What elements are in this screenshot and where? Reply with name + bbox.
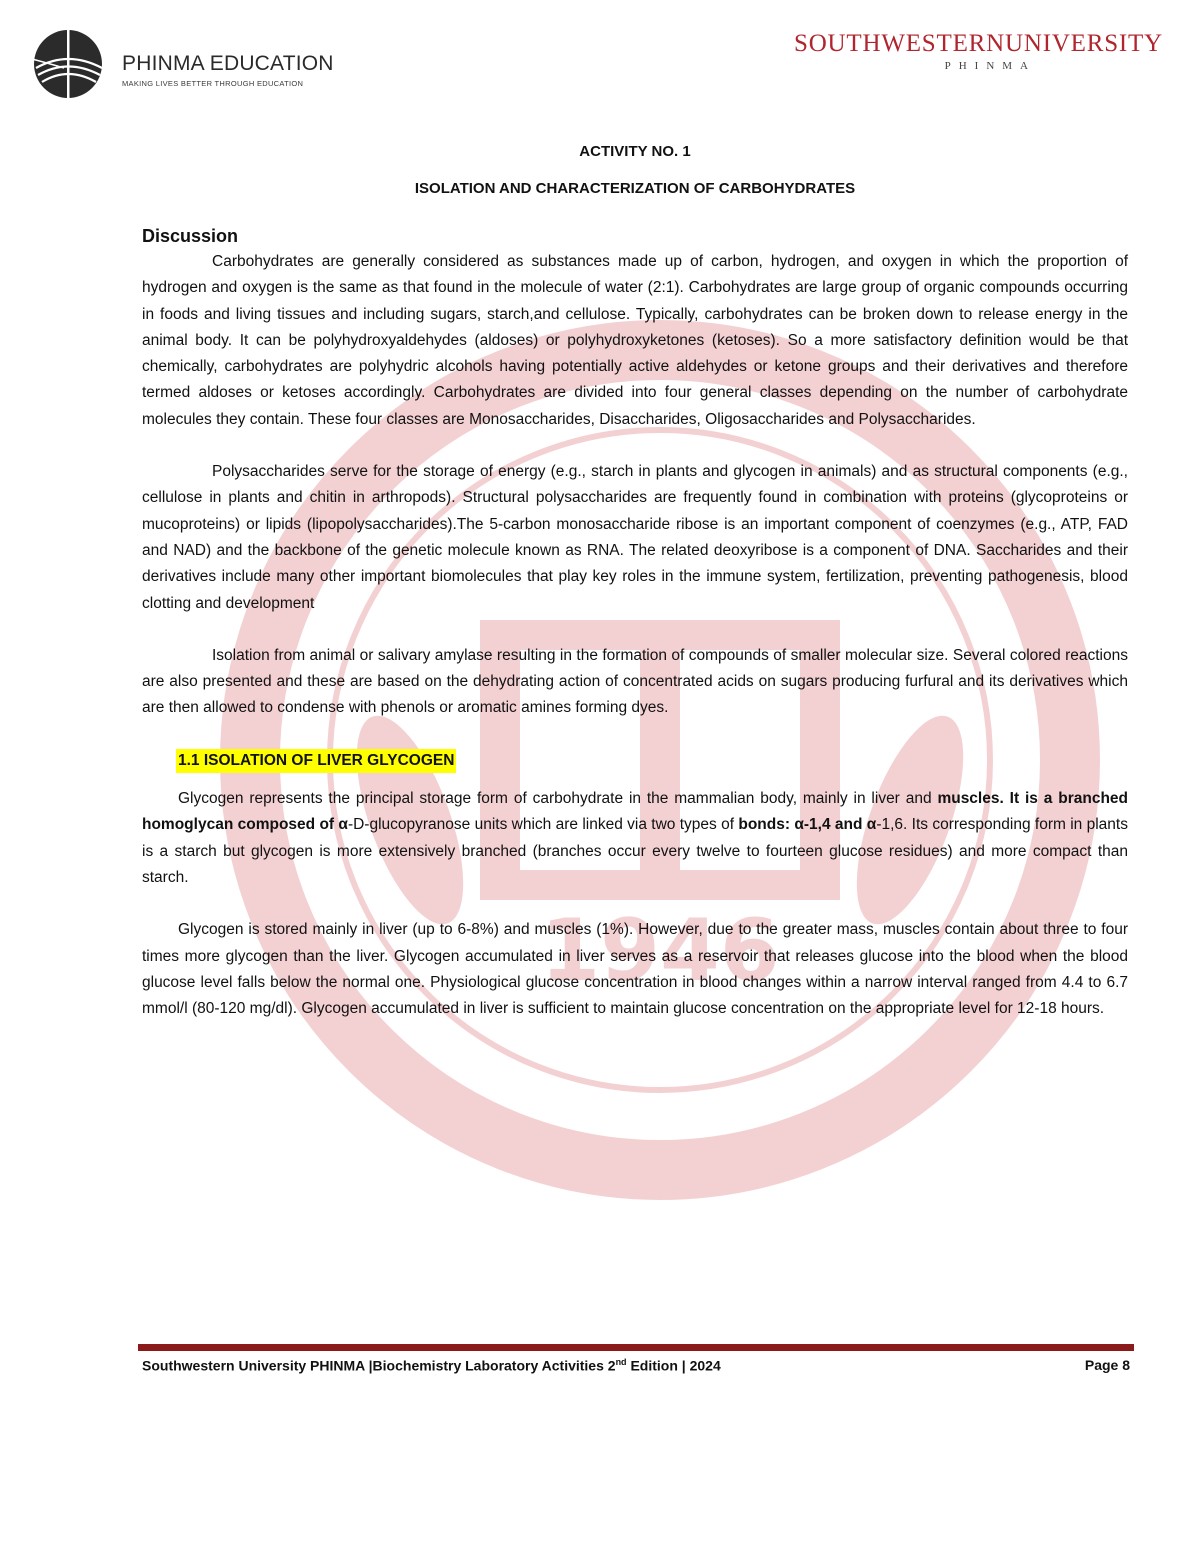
discussion-heading: Discussion (142, 226, 239, 246)
southwestern-university-logo (794, 30, 1163, 80)
footer-citation-a: Southwestern University PHINMA |Biochemistry Laboratory Activities 2 (142, 1357, 616, 1374)
phinma-education-logo (24, 28, 334, 100)
footer-rule (138, 1344, 1134, 1351)
footer-citation (142, 1357, 721, 1374)
southwestern-university-name: SOUTHWESTERNUNIVERSITY (794, 30, 1163, 57)
discussion-paragraph-3: Isolation from animal or salivary amylase resulting in the formation of compounds of smaller molecular size. Several colored reactions are also presented and these are based on the dehydrating action of concentrated acids on sugars producing furfural and its derivatives which are then allowed to condense with phenols or aromatic amines forming dyes. (142, 646, 1128, 717)
phinma-education-tagline: MAKING LIVES BETTER THROUGH EDUCATION (122, 79, 304, 88)
footer-edition-sup: nd (615, 1357, 627, 1367)
glycogen-p1-bold-a: muscles. It is a branched homoglycan composed of α (142, 790, 1128, 834)
southwestern-university-sub: PHINMA (944, 60, 1036, 72)
glycogen-p1-bold-b: bonds: α-1,4 and α (738, 816, 877, 834)
activity-title: ACTIVITY NO. 1 (579, 143, 691, 160)
glycogen-p1-text-c: -1,6. Its corresponding form in plants is a starch but glycogen is more extensively branched (branches occur every twelve to fourteen glucose residues) and more compact than starch. (142, 816, 1128, 886)
glycogen-paragraph-1 (142, 786, 1128, 891)
section-heading-row (142, 748, 1128, 774)
phinma-globe-icon (24, 28, 116, 100)
discussion-paragraph-2: Polysaccharides serve for the storage of energy (e.g., starch in plants and glycogen in animals) and as structural components (e.g., cellulose in plants and chitin in arthropods). Structural polysaccharides are frequently found in combination with proteins (glycoproteins or mucoproteins) or lipids (lipopolysaccharides).The 5-carbon monosaccharide ribose is an important component of coenzymes (e.g., ATP, FAD and NAD) and the backbone of the genetic molecule known as RNA. The related deoxyribose is a component of DNA. Saccharides and their derivatives include many other important biomolecules that play key roles in the immune system, fertilization, preventing pathogenesis, blood clotting and development (142, 463, 1128, 612)
seal-year: 1946 (540, 901, 780, 1001)
page-header (0, 0, 1200, 110)
glycogen-paragraph-2: Glycogen is stored mainly in liver (up to 6-8%) and muscles (1%). However, due to the greater mass, muscles contain about three to four times more glycogen than the liver. Glycogen accumulated in liver serves as a reservoir that releases glucose into the blood when the blood glucose level falls below the normal one. Physiological glucose concentration in blood changes within a narrow interval ranged from 4.4 to 6.7 mmol/l (80-120 mg/dl). Glycogen accumulated in liver is sufficient to maintain glucose concentration on the appropriate level for 12-18 hours. (142, 921, 1128, 1018)
page-number: Page 8 (1084, 1357, 1130, 1373)
glycogen-p1-text-a: Glycogen represents the principal storage form of carbohydrate in the mammalian body, mainly in liver and (178, 790, 938, 808)
phinma-education-name: PHINMA EDUCATION (122, 52, 334, 75)
section-heading-liver-glycogen: 1.1 ISOLATION OF LIVER GLYCOGEN (176, 749, 456, 773)
footer-citation-b: Edition | 2024 (626, 1357, 721, 1374)
activity-subtitle: ISOLATION AND CHARACTERIZATION OF CARBOHYDRATES (414, 180, 856, 197)
discussion-paragraph-1: Carbohydrates are generally considered as substances made up of carbon, hydrogen, and oxygen in which the proportion of hydrogen and oxygen is the same as that found in the molecule of water (2:1). Carbohydrates are large group of organic compounds occurring in foods and living tissues and including sugars, starch,and cellulose. Typically, carbohydrates can be broken down to release energy in the animal body. It can be polyhydroxyaldehydes (aldoses) or polyhydroxyketones (ketoses). So a more satisfactory definition would be that chemically, carbohydrates are polyhydric alcohols having potentially active aldehydes or ketone groups and their derivatives and therefore termed aldoses or ketoses accordingly. Carbohydrates are divided into four general classes depending on the number of carbohydrate molecules they contain. These four classes are Monosaccharides, Disaccharides, Oligosaccharides and Polysaccharides. (142, 253, 1128, 428)
document-body (142, 140, 1128, 1022)
glycogen-p1-text-b: -D-glucopyranose units which are linked via two types of (347, 816, 739, 834)
